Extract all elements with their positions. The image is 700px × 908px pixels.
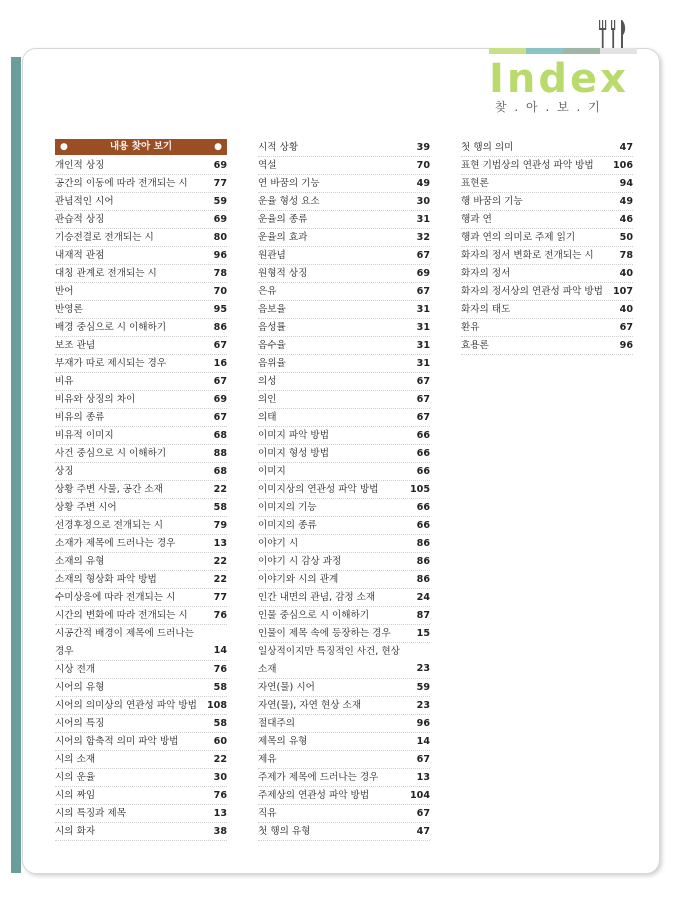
index-entry-page: 86 bbox=[416, 556, 430, 567]
index-entry-page: 58 bbox=[213, 682, 227, 693]
index-entry-term: 음위율 bbox=[258, 358, 286, 369]
index-entry-page: 30 bbox=[416, 196, 430, 207]
index-entry-term: 이야기 시 감상 과정 bbox=[258, 556, 342, 567]
index-entry bbox=[55, 823, 227, 841]
index-entry-page: 87 bbox=[416, 610, 430, 621]
index-entry-page: 38 bbox=[213, 826, 227, 837]
index-entry-page: 78 bbox=[619, 250, 633, 261]
index-entry-page: 60 bbox=[213, 736, 227, 747]
index-entry-page: 31 bbox=[416, 304, 430, 315]
index-list bbox=[258, 139, 430, 841]
index-entry-term: 운율 형성 요소 bbox=[258, 196, 320, 207]
index-entry-page: 22 bbox=[213, 754, 227, 765]
page-subtitle: 찾 . 아 . 보 . 기 bbox=[495, 100, 602, 114]
index-entry-term: 상황 주변 시어 bbox=[55, 502, 117, 513]
index-entry bbox=[55, 355, 227, 373]
index-entry bbox=[258, 193, 430, 211]
index-entry bbox=[258, 283, 430, 301]
index-entry-term: 자연(물) 시어 bbox=[258, 682, 315, 693]
index-column-2 bbox=[258, 139, 430, 841]
index-entry bbox=[258, 625, 430, 643]
index-entry-page: 67 bbox=[416, 754, 430, 765]
index-entry bbox=[258, 589, 430, 607]
index-entry-term: 시의 특징과 제목 bbox=[55, 808, 126, 819]
index-entry bbox=[55, 229, 227, 247]
index-entry bbox=[461, 157, 633, 175]
section-header bbox=[55, 139, 227, 155]
index-entry-page: 22 bbox=[213, 574, 227, 585]
index-entry-page: 30 bbox=[213, 772, 227, 783]
index-entry-term: 시적 상황 bbox=[258, 142, 299, 153]
index-entry-page: 13 bbox=[416, 772, 430, 783]
index-entry bbox=[461, 193, 633, 211]
index-entry-page: 58 bbox=[213, 718, 227, 729]
index-entry-page: 107 bbox=[612, 286, 633, 297]
index-entry-page: 67 bbox=[416, 286, 430, 297]
index-entry bbox=[258, 139, 430, 157]
index-entry-term: 주제상의 연관성 파악 방법 bbox=[258, 790, 370, 801]
index-entry-page: 39 bbox=[416, 142, 430, 153]
index-entry-page: 13 bbox=[213, 808, 227, 819]
index-entry bbox=[258, 157, 430, 175]
index-entry-page: 15 bbox=[416, 628, 430, 639]
index-entry bbox=[461, 247, 633, 265]
index-entry bbox=[258, 499, 430, 517]
index-entry bbox=[461, 139, 633, 157]
index-entry bbox=[55, 517, 227, 535]
index-entry-term: 시의 운율 bbox=[55, 772, 96, 783]
index-entry-term: 화자의 정서상의 연관성 파악 방법 bbox=[461, 286, 603, 297]
index-entry-term: 인간 내면의 관념, 감정 소재 bbox=[258, 592, 376, 603]
index-entry-page: 31 bbox=[416, 322, 430, 333]
index-entry-term: 보조 관념 bbox=[55, 340, 96, 351]
index-entry bbox=[258, 337, 430, 355]
index-entry bbox=[55, 607, 227, 625]
index-entry bbox=[55, 157, 227, 175]
index-entry-term: 관습적 상징 bbox=[55, 214, 105, 225]
index-entry bbox=[258, 409, 430, 427]
fork-knife-icon bbox=[596, 20, 632, 48]
index-entry bbox=[55, 661, 227, 679]
index-entry-page: 16 bbox=[213, 358, 227, 369]
index-entry-page: 105 bbox=[409, 484, 430, 495]
index-entry-term: 화자의 태도 bbox=[461, 304, 511, 315]
index-entry-term: 반영론 bbox=[55, 304, 83, 315]
index-entry-term: 운율의 종류 bbox=[258, 214, 308, 225]
index-entry-term: 시의 소재 bbox=[55, 754, 96, 765]
index-entry-page: 31 bbox=[416, 214, 430, 225]
index-entry bbox=[258, 823, 430, 841]
index-entry-term: 비유의 종류 bbox=[55, 412, 105, 423]
index-entry bbox=[258, 679, 430, 697]
index-entry-term: 비유적 이미지 bbox=[55, 430, 114, 441]
index-entry-term: 소재의 유형 bbox=[55, 556, 105, 567]
index-entry-term: 자연(물), 자연 현상 소재 bbox=[258, 700, 362, 711]
index-entry-page: 77 bbox=[213, 178, 227, 189]
index-entry-page: 24 bbox=[416, 592, 430, 603]
index-list bbox=[55, 157, 227, 841]
index-entry-page: 70 bbox=[416, 160, 430, 171]
index-entry bbox=[55, 751, 227, 769]
page-title: Index bbox=[489, 56, 629, 102]
index-entry-term: 표현론 bbox=[461, 178, 489, 189]
side-accent-bar bbox=[11, 57, 21, 873]
index-entry-term: 화자의 정서 bbox=[461, 268, 511, 279]
index-entry bbox=[461, 211, 633, 229]
index-entry-term: 수미상응에 따라 전개되는 시 bbox=[55, 592, 176, 603]
index-entry-page: 50 bbox=[619, 232, 633, 243]
index-entry-term: 행과 연 bbox=[461, 214, 492, 225]
index-entry-term: 이야기와 시의 관계 bbox=[258, 574, 339, 585]
index-entry-term: 기승전결로 전개되는 시 bbox=[55, 232, 154, 243]
index-entry-page: 76 bbox=[213, 664, 227, 675]
index-entry-page: 66 bbox=[416, 502, 430, 513]
index-entry-term: 음성률 bbox=[258, 322, 286, 333]
index-entry-page: 59 bbox=[213, 196, 227, 207]
index-entry-page: 49 bbox=[416, 178, 430, 189]
index-entry-term: 원형적 상징 bbox=[258, 268, 308, 279]
index-entry-page: 58 bbox=[213, 502, 227, 513]
index-entry-term: 이미지상의 연관성 파악 방법 bbox=[258, 484, 379, 495]
index-entry-term: 부재가 따로 제시되는 경우 bbox=[55, 358, 167, 369]
index-entry bbox=[55, 193, 227, 211]
index-entry-page: 22 bbox=[213, 484, 227, 495]
index-entry bbox=[258, 229, 430, 247]
index-entry bbox=[55, 679, 227, 697]
index-entry-term: 의인 bbox=[258, 394, 277, 405]
index-entry bbox=[55, 175, 227, 193]
index-entry-term: 첫 행의 의미 bbox=[461, 142, 514, 153]
index-entry-page: 67 bbox=[416, 250, 430, 261]
index-list bbox=[461, 139, 633, 355]
index-entry bbox=[55, 337, 227, 355]
index-entry bbox=[55, 625, 227, 661]
index-entry-term: 이미지 파악 방법 bbox=[258, 430, 329, 441]
index-entry-term: 제목의 유형 bbox=[258, 736, 308, 747]
index-entry bbox=[55, 715, 227, 733]
index-entry-page: 23 bbox=[416, 663, 430, 674]
index-entry-page: 47 bbox=[416, 826, 430, 837]
index-entry-page: 14 bbox=[416, 736, 430, 747]
index-entry bbox=[258, 427, 430, 445]
index-entry-page: 46 bbox=[619, 214, 633, 225]
index-entry-page: 13 bbox=[213, 538, 227, 549]
index-entry-page: 96 bbox=[416, 718, 430, 729]
index-entry bbox=[55, 301, 227, 319]
index-entry-term: 이야기 시 bbox=[258, 538, 299, 549]
top-color-stripes bbox=[489, 48, 637, 54]
index-entry-page: 69 bbox=[416, 268, 430, 279]
index-entry-term: 화자의 정서 변화로 전개되는 시 bbox=[461, 250, 594, 261]
index-entry-term: 사건 중심으로 시 이해하기 bbox=[55, 448, 167, 459]
index-entry-page: 66 bbox=[416, 520, 430, 531]
index-entry-term: 시상 전개 bbox=[55, 664, 96, 675]
index-entry bbox=[258, 211, 430, 229]
index-entry-term: 비유와 상징의 차이 bbox=[55, 394, 136, 405]
index-entry-page: 47 bbox=[619, 142, 633, 153]
index-entry bbox=[461, 319, 633, 337]
index-entry-page: 67 bbox=[416, 394, 430, 405]
index-entry-page: 78 bbox=[213, 268, 227, 279]
index-entry-term: 이미지의 종류 bbox=[258, 520, 317, 531]
index-entry bbox=[258, 481, 430, 499]
index-entry-term: 상징 bbox=[55, 466, 74, 477]
index-entry-term: 시공간적 배경이 제목에 드러나는 경우 bbox=[55, 628, 194, 657]
index-entry-page: 80 bbox=[213, 232, 227, 243]
index-entry-page: 86 bbox=[213, 322, 227, 333]
index-entry bbox=[258, 697, 430, 715]
index-entry-page: 79 bbox=[213, 520, 227, 531]
index-entry-page: 68 bbox=[213, 466, 227, 477]
index-entry bbox=[55, 769, 227, 787]
index-entry-term: 이미지 bbox=[258, 466, 286, 477]
index-entry-page: 66 bbox=[416, 430, 430, 441]
index-entry-page: 66 bbox=[416, 448, 430, 459]
index-entry-term: 의태 bbox=[258, 412, 277, 423]
index-entry-term: 은유 bbox=[258, 286, 277, 297]
index-entry-term: 반어 bbox=[55, 286, 74, 297]
index-entry-term: 연 바꿈의 기능 bbox=[258, 178, 320, 189]
index-entry-term: 시어의 특징 bbox=[55, 718, 105, 729]
index-entry-page: 86 bbox=[416, 538, 430, 549]
index-entry-page: 59 bbox=[416, 682, 430, 693]
index-entry bbox=[258, 535, 430, 553]
index-entry-term: 소재의 형상화 파악 방법 bbox=[55, 574, 157, 585]
index-entry-term: 음수율 bbox=[258, 340, 286, 351]
index-entry bbox=[258, 463, 430, 481]
index-entry bbox=[55, 787, 227, 805]
index-entry bbox=[258, 445, 430, 463]
index-entry-page: 69 bbox=[213, 160, 227, 171]
index-entry bbox=[55, 733, 227, 751]
index-entry-term: 소재가 제목에 드러나는 경우 bbox=[55, 538, 176, 549]
index-entry bbox=[258, 175, 430, 193]
bullet-icon: ● bbox=[60, 142, 68, 152]
index-entry bbox=[55, 391, 227, 409]
index-entry-term: 표현 기법상의 연관성 파악 방법 bbox=[461, 160, 594, 171]
index-entry bbox=[55, 481, 227, 499]
index-entry-page: 69 bbox=[213, 214, 227, 225]
index-entry bbox=[258, 769, 430, 787]
index-entry-page: 69 bbox=[213, 394, 227, 405]
index-entry bbox=[55, 535, 227, 553]
index-entry-page: 31 bbox=[416, 358, 430, 369]
index-entry-term: 시간의 변화에 따라 전개되는 시 bbox=[55, 610, 188, 621]
index-entry bbox=[258, 571, 430, 589]
index-entry-page: 67 bbox=[213, 412, 227, 423]
index-entry-term: 행 바꿈의 기능 bbox=[461, 196, 523, 207]
index-entry-page: 70 bbox=[213, 286, 227, 297]
index-entry bbox=[258, 751, 430, 769]
index-entry bbox=[258, 517, 430, 535]
index-entry-page: 22 bbox=[213, 556, 227, 567]
index-entry-term: 역설 bbox=[258, 160, 277, 171]
index-entry-page: 76 bbox=[213, 790, 227, 801]
index-entry-term: 제유 bbox=[258, 754, 277, 765]
index-entry-page: 40 bbox=[619, 268, 633, 279]
index-entry-term: 시어의 의미상의 연관성 파악 방법 bbox=[55, 700, 197, 711]
index-entry-page: 23 bbox=[416, 700, 430, 711]
index-entry-page: 104 bbox=[409, 790, 430, 801]
index-column-1 bbox=[55, 139, 227, 841]
index-entry-term: 음보율 bbox=[258, 304, 286, 315]
index-entry bbox=[55, 247, 227, 265]
index-entry-term: 배경 중심으로 시 이해하기 bbox=[55, 322, 167, 333]
index-entry-page: 67 bbox=[416, 808, 430, 819]
index-entry bbox=[461, 265, 633, 283]
index-entry-term: 효용론 bbox=[461, 340, 489, 351]
index-entry-page: 67 bbox=[416, 412, 430, 423]
index-entry bbox=[55, 373, 227, 391]
index-entry-term: 환유 bbox=[461, 322, 480, 333]
section-header-label: 내용 찾아 보기 bbox=[109, 141, 173, 152]
index-entry-page: 67 bbox=[213, 340, 227, 351]
index-entry bbox=[461, 175, 633, 193]
index-entry-page: 88 bbox=[213, 448, 227, 459]
index-entry bbox=[55, 319, 227, 337]
index-column-3 bbox=[461, 139, 633, 355]
index-entry-term: 직유 bbox=[258, 808, 277, 819]
index-entry bbox=[258, 355, 430, 373]
index-entry bbox=[55, 265, 227, 283]
index-entry bbox=[55, 211, 227, 229]
index-entry bbox=[55, 463, 227, 481]
index-entry bbox=[461, 229, 633, 247]
index-entry bbox=[258, 319, 430, 337]
index-entry-page: 66 bbox=[416, 466, 430, 477]
index-entry bbox=[258, 373, 430, 391]
index-entry-page: 31 bbox=[416, 340, 430, 351]
index-entry-term: 관념적인 시어 bbox=[55, 196, 114, 207]
index-entry-term: 시의 짜임 bbox=[55, 790, 96, 801]
index-entry bbox=[55, 589, 227, 607]
index-entry bbox=[258, 301, 430, 319]
index-entry bbox=[55, 553, 227, 571]
index-entry-page: 40 bbox=[619, 304, 633, 315]
index-entry-page: 49 bbox=[619, 196, 633, 207]
index-entry-term: 첫 행의 유형 bbox=[258, 826, 311, 837]
index-entry-term: 일상적이지만 특징적인 사건, 현상 소재 bbox=[258, 646, 400, 675]
index-entry-page: 96 bbox=[213, 250, 227, 261]
index-entry-term: 내재적 관점 bbox=[55, 250, 105, 261]
index-entry-term: 시어의 함축적 의미 파악 방법 bbox=[55, 736, 179, 747]
index-entry-term: 비유 bbox=[55, 376, 74, 387]
index-entry bbox=[55, 283, 227, 301]
index-entry bbox=[258, 265, 430, 283]
index-entry bbox=[55, 409, 227, 427]
index-entry bbox=[258, 391, 430, 409]
index-entry-page: 106 bbox=[612, 160, 633, 171]
index-entry bbox=[258, 787, 430, 805]
index-entry-page: 32 bbox=[416, 232, 430, 243]
index-entry bbox=[55, 499, 227, 517]
index-entry bbox=[461, 301, 633, 319]
index-entry-term: 절대주의 bbox=[258, 718, 296, 729]
index-entry-page: 68 bbox=[213, 430, 227, 441]
index-entry-term: 이미지 형성 방법 bbox=[258, 448, 329, 459]
index-entry bbox=[258, 553, 430, 571]
index-entry-term: 시의 화자 bbox=[55, 826, 96, 837]
index-entry-term: 운율의 효과 bbox=[258, 232, 308, 243]
index-entry bbox=[55, 805, 227, 823]
index-entry-term: 선경후정으로 전개되는 시 bbox=[55, 520, 164, 531]
index-entry bbox=[258, 715, 430, 733]
index-entry-page: 67 bbox=[416, 376, 430, 387]
index-entry-page: 76 bbox=[213, 610, 227, 621]
index-entry-page: 96 bbox=[619, 340, 633, 351]
index-entry-term: 공간의 이동에 따라 전개되는 시 bbox=[55, 178, 188, 189]
index-entry-term: 주제가 제목에 드러나는 경우 bbox=[258, 772, 379, 783]
index-entry-page: 14 bbox=[213, 645, 227, 656]
index-entry bbox=[55, 697, 227, 715]
index-entry-page: 95 bbox=[213, 304, 227, 315]
index-entry bbox=[258, 805, 430, 823]
index-entry bbox=[461, 283, 633, 301]
index-entry-term: 개인적 상징 bbox=[55, 160, 105, 171]
index-entry bbox=[55, 445, 227, 463]
index-entry-term: 상황 주변 사물, 공간 소재 bbox=[55, 484, 163, 495]
index-entry bbox=[258, 643, 430, 679]
index-entry-page: 77 bbox=[213, 592, 227, 603]
index-entry-term: 이미지의 기능 bbox=[258, 502, 317, 513]
index-entry-term: 원관념 bbox=[258, 250, 286, 261]
index-entry-page: 108 bbox=[206, 700, 227, 711]
index-entry-term: 인물 중심으로 시 이해하기 bbox=[258, 610, 370, 621]
index-entry bbox=[55, 427, 227, 445]
index-entry-term: 행과 연의 의미로 주제 읽기 bbox=[461, 232, 576, 243]
index-entry-term: 인물이 제목 속에 등장하는 경우 bbox=[258, 628, 391, 639]
index-entry-page: 67 bbox=[619, 322, 633, 333]
index-entry bbox=[55, 571, 227, 589]
index-entry bbox=[258, 733, 430, 751]
index-entry-term: 대칭 관계로 전개되는 시 bbox=[55, 268, 157, 279]
index-entry bbox=[258, 607, 430, 625]
bullet-icon: ● bbox=[214, 142, 222, 152]
index-entry-page: 86 bbox=[416, 574, 430, 585]
index-entry bbox=[461, 337, 633, 355]
index-entry-term: 의성 bbox=[258, 376, 277, 387]
index-entry bbox=[258, 247, 430, 265]
index-entry-page: 94 bbox=[619, 178, 633, 189]
index-entry-term: 시어의 유형 bbox=[55, 682, 105, 693]
index-entry-page: 67 bbox=[213, 376, 227, 387]
